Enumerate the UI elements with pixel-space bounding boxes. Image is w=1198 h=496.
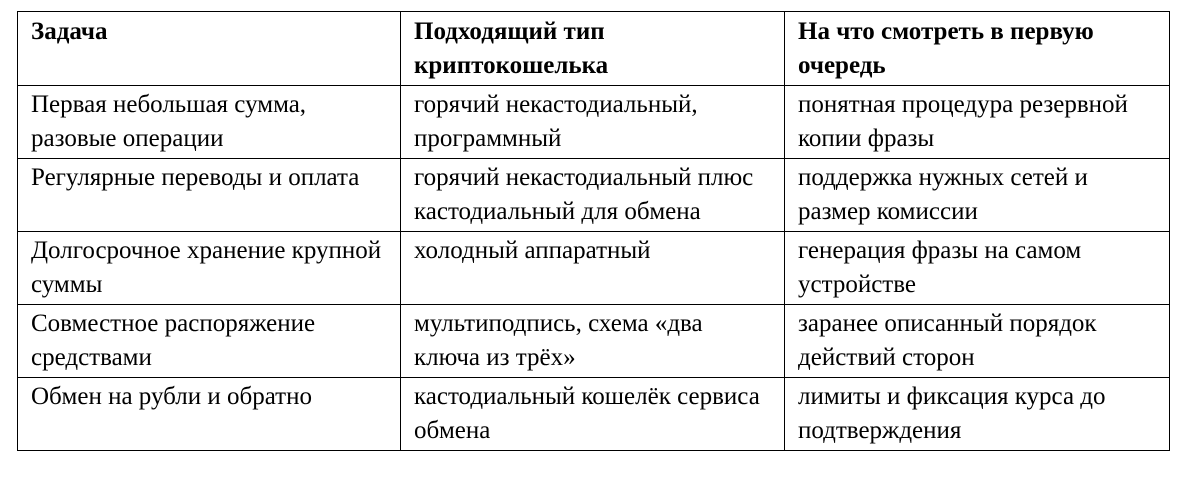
- table-cell-wallet-type: мультиподпись, схема «два ключа из трёх»: [401, 305, 785, 378]
- table-cell-task: Первая небольшая сумма, разовые операции: [18, 86, 401, 159]
- wallet-comparison-table: [17, 11, 1170, 451]
- table-row: [18, 378, 1170, 451]
- table-header-row: [18, 12, 1170, 86]
- table-cell-priority: заранее описанный порядок действий сторон: [785, 305, 1170, 378]
- header-task: Задача: [18, 12, 401, 86]
- table-row: [18, 86, 1170, 159]
- table-cell-priority: понятная процедура резервной копии фразы: [785, 86, 1170, 159]
- header-wallet-type: Подходящий тип криптокошелька: [401, 12, 785, 86]
- table-cell-priority: лимиты и фиксация курса до подтверждения: [785, 378, 1170, 451]
- table-cell-priority: генерация фразы на самом устройстве: [785, 232, 1170, 305]
- table-cell-task: Обмен на рубли и обратно: [18, 378, 401, 451]
- table-cell-task: Долгосрочное хранение крупной суммы: [18, 232, 401, 305]
- table-row: [18, 159, 1170, 232]
- table-row: [18, 232, 1170, 305]
- header-priority: На что смотреть в первую очередь: [785, 12, 1170, 86]
- table-row: [18, 305, 1170, 378]
- table-cell-wallet-type: кастодиальный кошелёк сервиса обмена: [401, 378, 785, 451]
- table-cell-task: Регулярные переводы и оплата: [18, 159, 401, 232]
- table-cell-task: Совместное распоряжение средствами: [18, 305, 401, 378]
- table-cell-wallet-type: холодный аппаратный: [401, 232, 785, 305]
- table-cell-priority: поддержка нужных сетей и размер комиссии: [785, 159, 1170, 232]
- table-cell-wallet-type: горячий некастодиальный плюс кастодиальный для обмена: [401, 159, 785, 232]
- table-cell-wallet-type: горячий некастодиальный, программный: [401, 86, 785, 159]
